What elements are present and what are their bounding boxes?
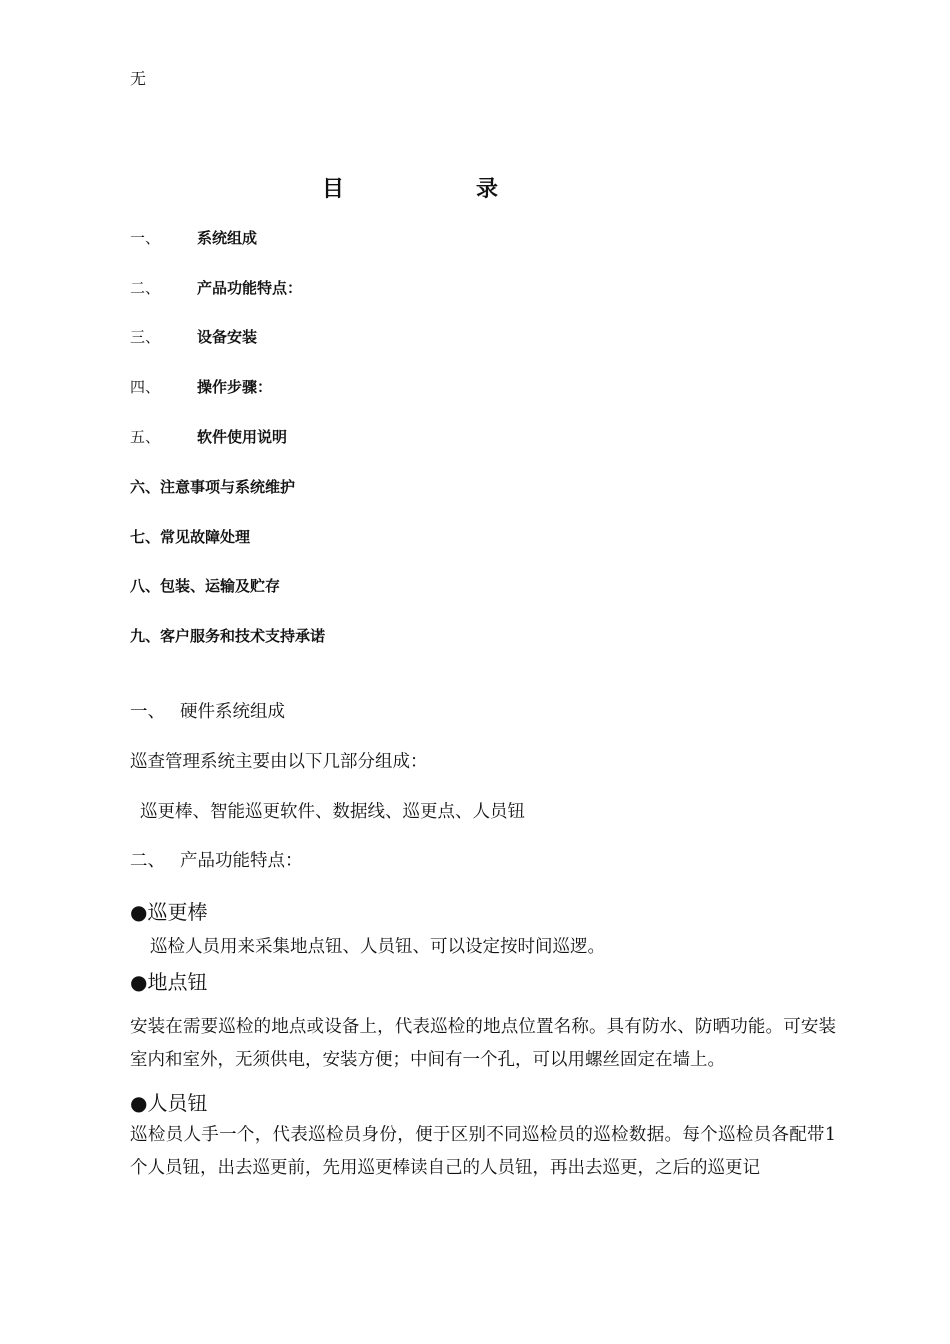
section2-title: 产品功能特点： (180, 851, 303, 871)
feature-text-personnel-button: 巡检员人手一个，代表巡检员身份，便于区别不同巡检员的巡检数据。每个巡检员各配带1个人员钮，出去巡更前，先用巡更棒读自己的人员钮，再出去巡更，之后的巡更记 (130, 1125, 836, 1178)
toc-item-label[interactable]: 产品功能特点： (197, 279, 303, 297)
toc-item-full[interactable]: 六、注意事项与系统维护 (130, 478, 296, 496)
toc-title-left: 目 (322, 177, 345, 202)
feature-heading-location-button: ●地点钮 (130, 970, 208, 994)
feature-text-patrol-stick: 巡检人员用来采集地点钮、人员钮、可以设定按时间巡逻。 (150, 937, 605, 957)
toc-item-label[interactable]: 操作步骤： (197, 378, 273, 396)
toc-item-label[interactable]: 软件使用说明 (197, 428, 288, 446)
toc-item-number: 四、 (130, 378, 161, 396)
toc-item-label[interactable]: 系统组成 (197, 229, 258, 247)
section1-components: 巡更棒、智能巡更软件、数据线、巡更点、人员钮 (140, 802, 525, 822)
toc-title-right: 录 (476, 177, 499, 202)
toc-item-full[interactable]: 七、常见故障处理 (130, 528, 251, 546)
toc-item-number: 三、 (130, 328, 161, 346)
feature-text-location-button: 安装在需要巡检的地点或设备上，代表巡检的地点位置名称。具有防水、防晒功能。可安装室内和室外，无须供电，安装方便；中间有一个孔，可以用螺丝固定在墙上。 (130, 1017, 836, 1070)
toc-item-full[interactable]: 九、客户服务和技术支持承诺 (130, 627, 326, 645)
feature-heading-personnel-button: ●人员钮 (130, 1091, 208, 1115)
toc-item-full[interactable]: 八、包装、运输及贮存 (130, 577, 281, 595)
section1-number: 一、 (130, 702, 165, 722)
toc-item-number: 二、 (130, 279, 161, 297)
section1-intro: 巡查管理系统主要由以下几部分组成： (130, 752, 428, 772)
toc-item-number: 一、 (130, 229, 161, 247)
section1-title: 硬件系统组成 (180, 702, 285, 722)
toc-item-label[interactable]: 设备安装 (197, 328, 258, 346)
top-note: 无 (130, 69, 147, 88)
toc-item-number: 五、 (130, 428, 161, 446)
feature-heading-patrol-stick: ●巡更棒 (130, 900, 208, 924)
section2-number: 二、 (130, 851, 165, 871)
